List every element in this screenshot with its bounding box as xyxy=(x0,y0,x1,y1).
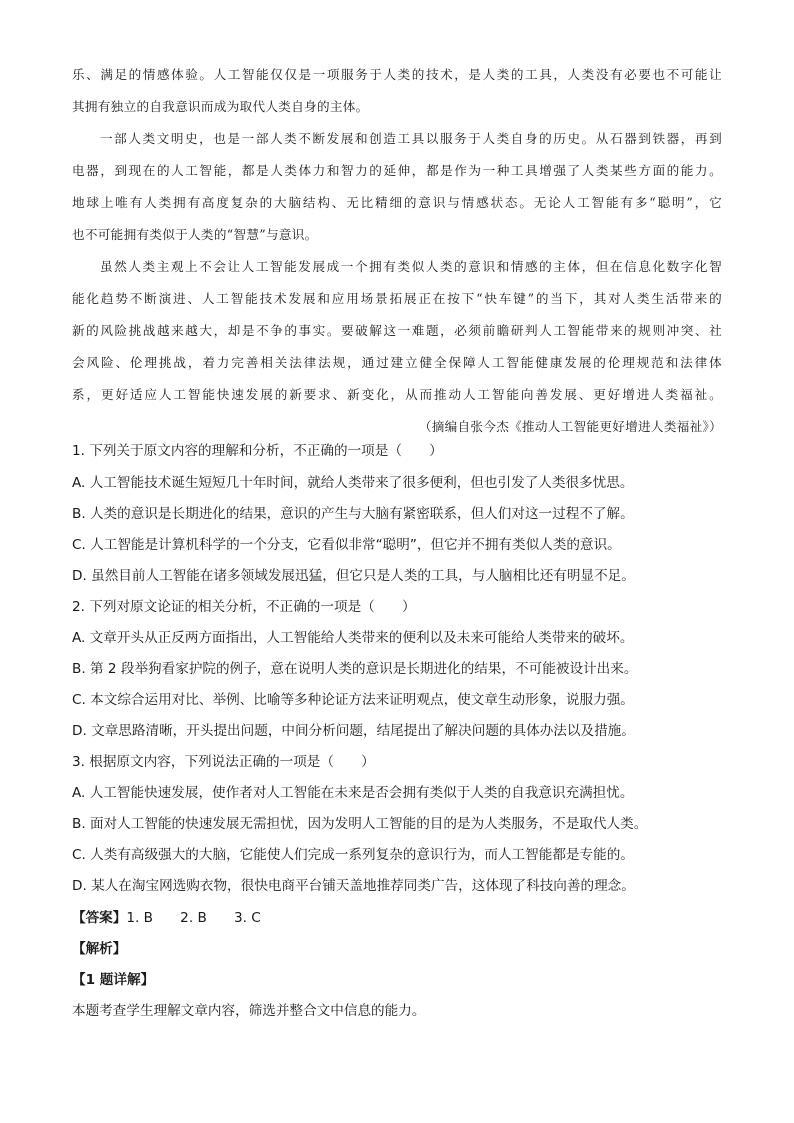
passage-line: 一部人类文明史，也是一部人类不断发展和创造工具以服务于人类自身的历史。从石器到铁器，再到 xyxy=(100,131,722,146)
passage-line: 乐、满足的情感体验。人工智能仅仅是一项服务于人类的技术，是人类的工具，人类没有必要也不可能让 xyxy=(72,67,722,82)
passage-line: 会风险、伦理挑战，着力完善相关法律法规，通过建立健全保障人工智能健康发展的伦理规范和法律体 xyxy=(72,355,722,370)
question-stem: 2. 下列对原文论证的相关分析，不正确的一项是（ ） xyxy=(72,599,416,615)
question-option: C. 人类有高级强大的大脑，它能使人们完成一系列复杂的意识行为，而人工智能都是专能的。 xyxy=(72,847,634,863)
passage-line: 也不可能拥有类似于人类的“智慧”与意识。 xyxy=(72,227,318,242)
analysis-text: 本题考查学生理解文章内容，筛选并整合文中信息的能力。 xyxy=(72,1003,426,1019)
answer-row xyxy=(72,907,722,929)
question-stem: 1. 下列关于原文内容的理解和分析，不正确的一项是（ ） xyxy=(72,443,443,459)
question-option: C. 本文综合运用对比、举例、比喻等多种论证方法来证明观点，使文章生动形象，说服力强。 xyxy=(72,692,634,708)
question-option: B. 人类的意识是长期进化的结果，意识的产生与大脑有紧密联系，但人们对这一过程不了解。 xyxy=(72,506,634,522)
question-option: B. 面对人工智能的快速发展无需担忧，因为发明人工智能的目的是为人类服务，不是取代人类。 xyxy=(72,816,648,832)
question-option: C. 人工智能是计算机科学的一个分支，它看似非常“聪明”，但它并不拥有类似人类的意识。 xyxy=(72,537,621,553)
question-option: D. 某人在淘宝网选购衣物，很快电商平台铺天盖地推荐同类广告，这体现了科技向善的理念。 xyxy=(72,878,635,894)
answer-label: 【答案】 xyxy=(72,910,127,926)
passage-line: 其拥有独立的自我意识而成为取代人类自身的主体。 xyxy=(72,99,369,114)
question-option: D. 文章思路清晰，开头提出问题，中间分析问题，结尾提出了解决问题的具体办法以及措施。 xyxy=(72,723,635,739)
question-stem: 3. 根据原文内容，下列说法正确的一项是（ ） xyxy=(72,754,375,770)
question-option: A. 文章开头从正反两方面指出，人工智能给人类带来的便利以及未来可能给人类带来的破坏。 xyxy=(72,630,634,646)
passage-line: 新的风险挑战越来越大，却是不争的事实。要破解这一难题，必须前瞻研判人工智能带来的规则冲突、社 xyxy=(72,323,722,338)
analysis-label: 【解析】 xyxy=(72,941,127,957)
question-option: D. 虽然目前人工智能在诸多领域发展迅猛，但它只是人类的工具，与人脑相比还有明显不足。 xyxy=(72,568,635,584)
question-option: A. 人工智能技术诞生短短几十年时间，就给人类带来了很多便利，但也引发了人类很多忧思。 xyxy=(72,475,634,491)
passage-source: （摘编自张今杰《推动人工智能更好增进人类福祉》） xyxy=(418,419,722,434)
question-option: A. 人工智能快速发展，使作者对人工智能在未来是否会拥有类似于人类的自我意识充满担忧。 xyxy=(72,785,634,801)
passage-line: 虽然人类主观上不会让人工智能发展成一个拥有类似人类的意识和情感的主体，但在信息化数字化智 xyxy=(100,259,722,274)
analysis-detail-label: 【1 题详解】 xyxy=(72,972,155,988)
question-option: B. 第 2 段举狗看家护院的例子，意在说明人类的意识是长期进化的结果，不可能被设计出来。 xyxy=(72,661,638,677)
passage-line: 电器，到现在的人工智能，都是人类体力和智力的延伸，都是作为一种工具增强了人类某些方面的能力。 xyxy=(72,163,722,178)
passage-line: 系，更好适应人工智能快速发展的新要求、新变化，从而推动人工智能向善发展、更好增进人类福祉。 xyxy=(72,387,722,402)
passage-line: 地球上唯有人类拥有高度复杂的大脑结构、无比精细的意识与情感状态。无论人工智能有多“聪明”，它 xyxy=(72,195,722,210)
passage-line: 能化趋势不断演进、人工智能技术发展和应用场景拓展正在按下“快车键”的当下，其对人类生活带来的 xyxy=(72,291,722,306)
answer-text: 1. B 2. B 3. C xyxy=(126,910,261,926)
